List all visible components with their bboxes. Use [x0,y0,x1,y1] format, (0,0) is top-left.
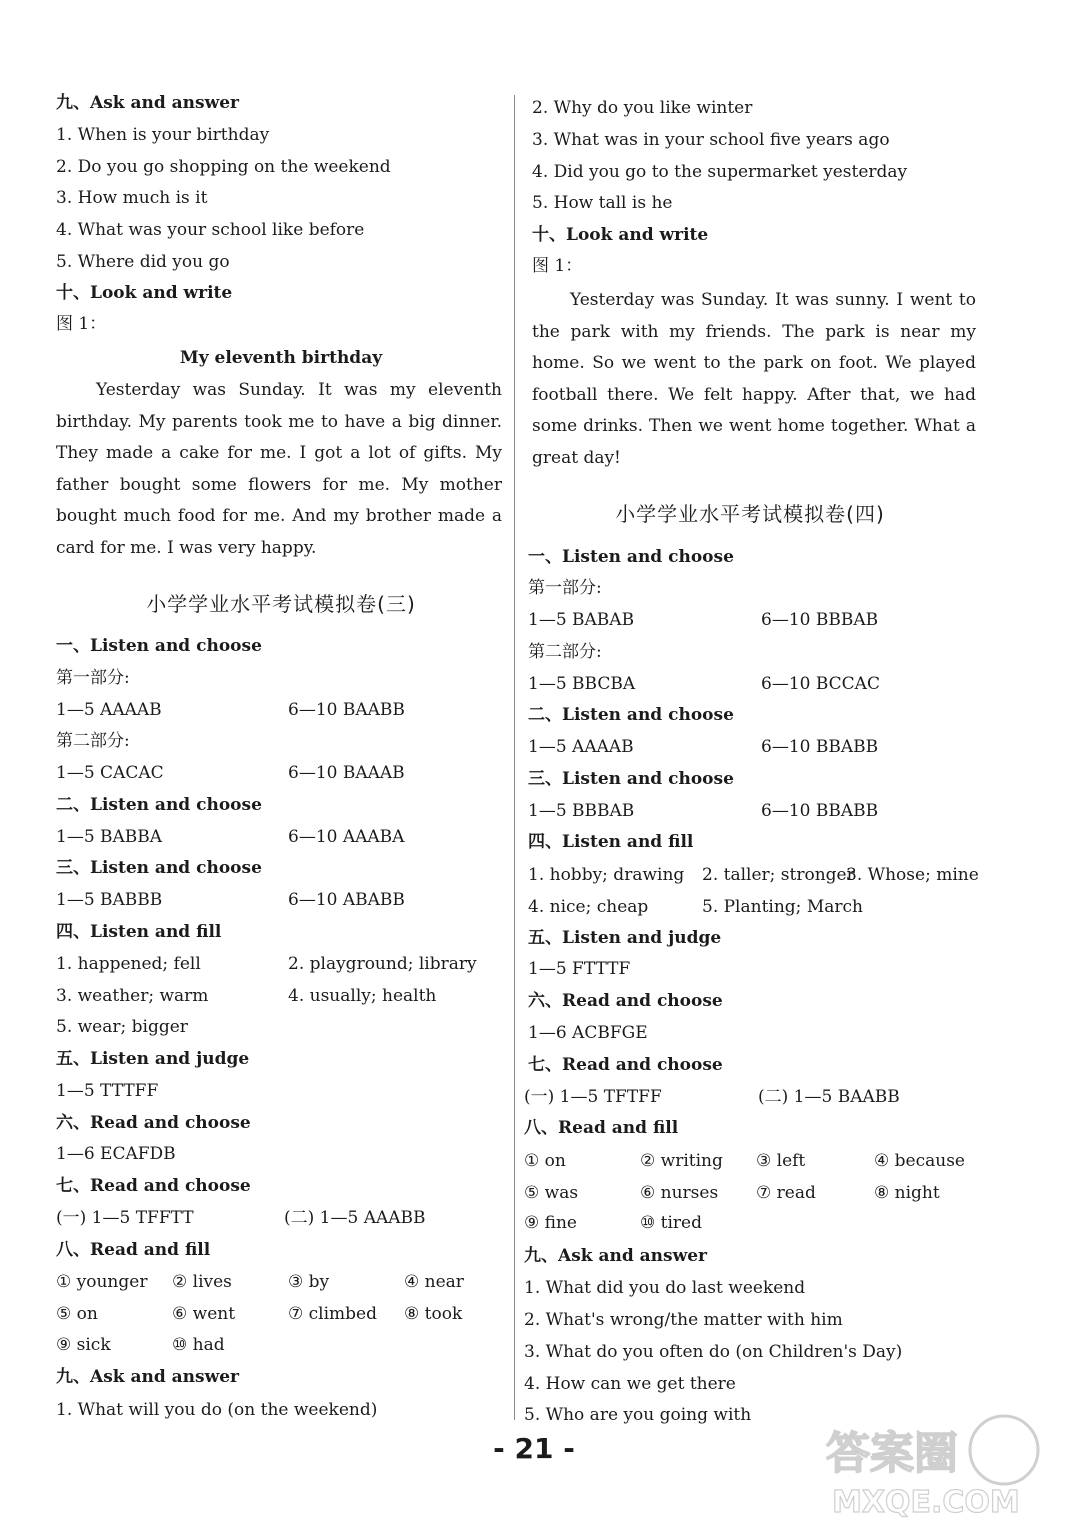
section-heading: 六、Read and choose [56,1113,251,1133]
section-heading: 三、Listen and choose [528,769,734,789]
section-heading: 九、Ask and answer [56,1367,239,1387]
watermark-logo [814,1406,1054,1526]
answer-item: ⑧ night [874,1183,940,1203]
exam-title: 小学学业水平考试模拟卷(四) [615,502,885,526]
answer-line: 3. What was in your school five years ago [532,130,890,150]
answer-line: 3. How much is it [56,188,208,208]
answer-range: 6—10 BAABB [288,700,405,720]
answer-item: ⑨ sick [56,1335,111,1355]
section-heading: 八、Read and fill [56,1240,211,1260]
answer-item: ④ near [404,1272,464,1292]
answer-item: 5. Planting; March [702,897,863,917]
answer-line: 2. What's wrong/the matter with him [524,1310,843,1330]
column-divider [514,95,515,1420]
answer-line: 1. What will you do (on the weekend) [56,1400,378,1420]
section-heading: 四、Listen and fill [528,832,694,852]
section-heading: 九、Ask and answer [524,1246,707,1266]
answer-line: 5. Where did you go [56,252,230,272]
answer-line: 1. What did you do last weekend [524,1278,806,1298]
section-heading: 四、Listen and fill [56,922,222,942]
answer-range: 1—5 CACAC [56,763,164,783]
answer-item: 2. playground; library [288,954,477,974]
answer-line: 3. What do you often do (on Children's Day) [524,1342,903,1362]
answer-range: 1—5 FTTTF [528,959,631,979]
section-heading: 七、Read and choose [528,1055,723,1075]
section-heading: 三、Listen and choose [56,858,262,878]
answer-range: 1—6 ACBFGE [528,1023,648,1043]
answer-range: 6—10 ABABB [288,890,405,910]
answer-range: (二) 1—5 AAABB [284,1208,426,1228]
answer-item: ② writing [640,1151,723,1171]
answer-item: 2. taller; stronger [702,865,855,885]
answer-item: ⑨ fine [524,1213,577,1233]
answer-range: 6—10 BBBAB [761,610,879,630]
part-label: 第一部分: [528,578,602,598]
answer-item: 1. happened; fell [56,954,201,974]
answer-range: 1—5 BABAB [528,610,635,630]
answer-range: (一) 1—5 TFFTT [56,1208,194,1228]
answer-range: 6—10 AAABA [288,827,405,847]
answer-item: ③ left [756,1151,806,1171]
section-heading: 二、Listen and choose [528,705,734,725]
answer-item: ⑦ read [756,1183,816,1203]
answer-item: ⑥ nurses [640,1183,719,1203]
section-heading: 七、Read and choose [56,1176,251,1196]
answer-item: ⑧ took [404,1304,463,1324]
figure-label: 图 1： [56,314,107,334]
answer-range: 6—10 BAAAB [288,763,405,783]
answer-item: 4. nice; cheap [528,897,649,917]
page-number: - 21 - [493,1432,575,1465]
svg-text:MXQE.COM: MXQE.COM [832,1485,1020,1520]
section-heading: 十、Look and write [56,283,233,303]
answer-range: 6—10 BCCAC [761,674,880,694]
part-label: 第二部分: [56,731,130,751]
answer-item: ⑥ went [172,1304,236,1324]
answer-range: 1—5 BBCBA [528,674,636,694]
section-heading: 二、Listen and choose [56,795,262,815]
essay-title: My eleventh birthday [179,348,383,368]
answer-item: ⑤ was [524,1183,579,1203]
figure-label: 图 1： [532,256,583,276]
answer-item: 3. Whose; mine [846,865,979,885]
answer-item: ⑩ tired [640,1213,702,1233]
answer-item: ⑤ on [56,1304,98,1324]
answer-item: ④ because [874,1151,965,1171]
section-heading: 六、Read and choose [528,991,723,1011]
section-heading: 一、Listen and choose [528,547,734,567]
answer-line: 2. Do you go shopping on the weekend [56,157,391,177]
section-heading: 十、Look and write [532,225,709,245]
answer-range: 1—5 BBBAB [528,801,635,821]
answer-item: ③ by [288,1272,330,1292]
answer-item: ② lives [172,1272,232,1292]
answer-line: 5. How tall is he [532,193,673,213]
answer-range: 1—5 BABBA [56,827,163,847]
answer-range: 6—10 BBABB [761,801,879,821]
answer-item: ⑩ had [172,1335,225,1355]
answer-range: 1—5 AAAAB [56,700,162,720]
answer-item: 4. usually; health [288,986,437,1006]
answer-line: 4. What was your school like before [56,220,365,240]
answer-line: 4. Did you go to the supermarket yesterday [532,162,908,182]
answer-item: ① on [524,1151,566,1171]
exam-title: 小学学业水平考试模拟卷(三) [146,592,416,616]
answer-range: 1—5 TTTFF [56,1081,159,1101]
answer-range: 6—10 BBABB [761,737,879,757]
essay-paragraph: Yesterday was Sunday. It was my eleventh birthday. My parents took me to have a big dinner. They made a cake for me. I got a lot of gifts. My father bought some flowers for me. My mother bought much food for me. And my brother made a card for me. I was very happy. [56,380,502,558]
answer-range: (二) 1—5 BAABB [758,1087,900,1107]
section-heading: 五、Listen and judge [56,1049,250,1069]
answer-range: 1—6 ECAFDB [56,1144,176,1164]
answer-range: 1—5 BABBB [56,890,163,910]
answer-range: 1—5 AAAAB [528,737,634,757]
answer-range: (一) 1—5 TFTFF [524,1087,662,1107]
answer-item: 5. wear; bigger [56,1017,188,1037]
essay-paragraph: Yesterday was Sunday. It was sunny. I went to the park with my friends. The park is near my home. So we went to the park on foot. We played football there. We felt happy. After that, we had some drinks. Then we went home together. What a great day! [532,290,976,468]
part-label: 第一部分: [56,668,130,688]
section-heading: 八、Read and fill [524,1118,679,1138]
answer-item: 1. hobby; drawing [528,865,685,885]
answer-line: 4. How can we get there [524,1374,736,1394]
answer-item: 3. weather; warm [56,986,209,1006]
svg-text:答案圈: 答案圈 [826,1428,958,1479]
answer-line: 1. When is your birthday [56,125,270,145]
part-label: 第二部分: [528,642,602,662]
answer-line: 2. Why do you like winter [532,98,753,118]
answer-item: ⑦ climbed [288,1304,377,1324]
answer-item: ① younger [56,1272,148,1292]
answer-line: 5. Who are you going with [524,1405,752,1425]
section-heading: 一、Listen and choose [56,636,262,656]
section-heading: 九、Ask and answer [56,93,239,113]
section-heading: 五、Listen and judge [528,928,722,948]
